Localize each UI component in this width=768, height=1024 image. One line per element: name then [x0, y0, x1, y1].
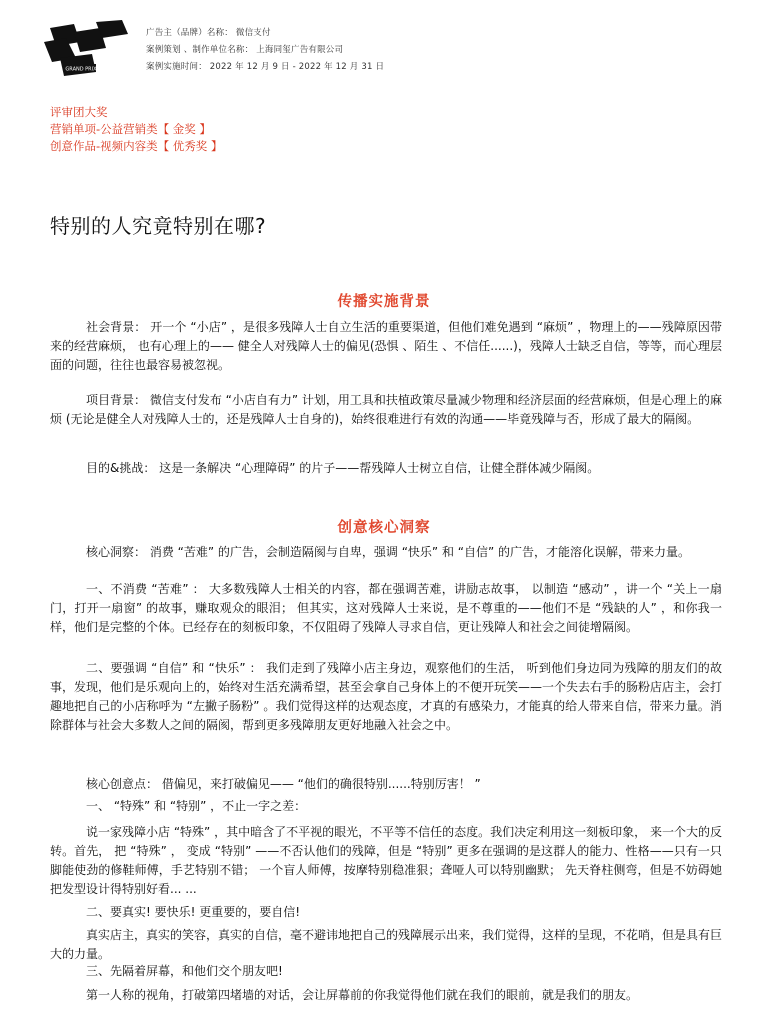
awards-list: [50, 104, 222, 155]
paragraph-no-suffering: 一、不消费 “苦难” ： 大多数残障人士相关的内容，都在强调苦难，讲励志故事， 以制造 “感动” ，讲一个 “关上一扇门，打开一扇窗” 的故事，赚取观众的眼泪； 但其实，这对残障人士来说，是不尊重的——他们不是 “残缺的人” ，和你我一样，他们是完整的个体。已经存在的刻板印象，不仅阻碍了残障人寻求自信，更让残障人和社会之间徒增隔阂。: [50, 582, 722, 634]
trophy-logo-icon: [36, 18, 134, 76]
brand-logo: [36, 18, 134, 76]
paragraph-core-idea: 核心创意点： 借偏见，来打破偏见—— “他们的确很特别......特别厉害！ ”: [86, 777, 481, 791]
page-title: 特别的人究竟特别在哪?: [50, 214, 267, 238]
paragraph-goal-challenge: 目的&挑战： 这是一条解决 “心理障碍” 的片子——帮残障人士树立自信，让健全群体减少隔阂。: [86, 461, 600, 475]
advertiser-line: 广告主（品牌）名称： 微信支付: [146, 28, 271, 38]
paragraph-point-three-heading: 三、先隔着屏幕，和他们交个朋友吧!: [86, 964, 283, 978]
section-heading-background: 传播实施背景: [337, 294, 431, 310]
paragraph-point-two-heading: 二、要真实! 要快乐! 更重要的，要自信!: [86, 905, 301, 919]
paragraph-point-one-heading: 一、 “特殊” 和 “特别” ，不止一字之差：: [86, 799, 307, 813]
agency-line: 案例策划 、制作单位名称： 上海同玺广告有限公司: [146, 45, 344, 55]
paragraph-social-background: 社会背景： 开一个 “小店” ，是很多残障人士自立生活的重要渠道，但他们难免遇到 “麻烦” ，物理上的——残障原因带来的经营麻烦， 也有心理上的—— 健全人对残障人士的偏见(恐惧 、陌生 、不信任......)，残障人士缺乏自信，等等，而心理层面的问题，往往也最容易被忽视。: [50, 320, 722, 372]
paragraph-real-owners: 真实店主，真实的笑容，真实的自信，毫不避讳地把自己的残障展示出来，我们觉得，这样的呈现，不花哨，但是具有巨大的力量。: [50, 928, 723, 961]
case-meta: [146, 25, 384, 76]
logo-text: GRAND PRIX: [65, 66, 97, 73]
paragraph-first-person: 第一人称的视角，打破第四堵墙的对话，会让屏幕前的你我觉得他们就在我们的眼前，就是我们的朋友。: [86, 988, 639, 1002]
paragraph-project-background: 项目背景： 微信支付发布 “小店自有力” 计划，用工具和扶植政策尽量减少物理和经济层面的经营麻烦，但是心理上的麻烦 (无论是健全人对残障人士的，还是残障人士自身的)，始终很难进行有效的沟通——毕竟残障与否，形成了最大的隔阂。: [50, 393, 722, 426]
award-item: 营销单项-公益营销类【 金奖 】: [50, 122, 211, 136]
paragraph-special-vs-unique: 说一家残障小店 “特殊” ，其中暗含了不平视的眼光，不平等不信任的态度。我们决定利用这一刻板印象， 来一个大的反转。首先， 把 “特殊” ， 变成 “特别” ——不否认他们的残障，但是 “特别” 更多在强调的是这群人的能力、性格——只有一只脚能使劲的修鞋师傅，手艺特别不错； 一个盲人师傅，按摩特别稳准狠；聋哑人可以特别幽默； 先天脊柱侧弯，但是不妨碍她把发型设计得特别好看... ...: [50, 825, 722, 896]
period-line: 案例实施时间： 2022 年 12 月 9 日 - 2022 年 12 月 31 日: [146, 62, 385, 72]
award-item: 创意作品-视频内容类【 优秀奖 】: [50, 139, 223, 153]
paragraph-core-insight: 核心洞察： 消费 “苦难” 的广告，会制造隔阂与自卑，强调 “快乐” 和 “自信” 的广告，才能溶化误解，带来力量。: [86, 545, 691, 559]
award-item: 评审团大奖: [50, 105, 108, 119]
paragraph-confidence-joy: 二、要强调 “自信” 和 “快乐” ： 我们走到了残障小店主身边，观察他们的生活， 听到他们身边同为残障的朋友们的故事，发现，他们是乐观向上的，始终对生活充满希望，甚至会拿自己身体上的不便开玩笑——一个失去右手的肠粉店店主，会打趣地把自己的小店称呼为 “左撇子肠粉” 。我们觉得这样的达观态度，才真的有感染力，才能真的给人带来自信，带来力量。消除群体与社会大多数人之间的隔阂，帮到更多残障朋友更好地融入社会之中。: [50, 661, 723, 732]
section-heading-insight: 创意核心洞察: [337, 520, 431, 536]
